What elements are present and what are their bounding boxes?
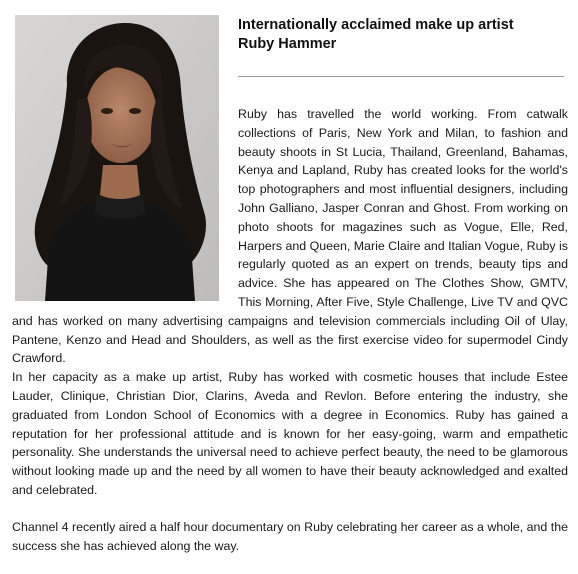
paragraph-1: Ruby has travelled the world working. From catwalk collections of Paris, New York and Milan, to fashion and beauty shoots in St Lucia, Thailand, Greenland, Bahamas, Kenya and Lapland, Ruby has created looks for the world's top photographers and most influential designers, including John Galliano, Jasper Conran and Ghost. From working on photo shoots for magazines such as Vogue, Elle, Red, Harpers and Queen, Marie Claire and Italian Vogue, Ruby is regularly quoted as an expert on trends, beauty tips and advice. She has appeared on The Clothes Show, GMTV, This Morning, After Five, Style Challenge, Live TV and QVC and has worked on many advertising campaigns and television commercials including Oil of Ulay, Pantene, Kenzo and Head and Shoulders, as well as the first exercise video for supermodel Cindy Crawford. [12,107,568,366]
paragraph-3: Channel 4 recently aired a half hour documentary on Ruby celebrating her career as a whole, and the success she has achieved along the way. [12,519,568,553]
photo-wrap-spacer [12,0,238,296]
text-column [12,0,568,555]
title-line-1: Internationally acclaimed make up artist [238,17,514,33]
paragraph-2: In her capacity as a make up artist, Ruby has worked with cosmetic houses that include Estee Lauder, Clinique, Christian Dior, Clarins, Aveda and Revlon. Before entering the industry, she graduated from London School of Economics with a degree in Economics. Ruby has gained a reputation for her professional attitude and is known for her easy-going, warm and empathetic personality. She understands the universal need to achieve perfect beauty, the need to be glamorous without looking made up and the need by all women to have their beauty acknowledged and exalted and celebrated. [12,370,568,497]
title-line-2: Ruby Hammer [238,36,337,52]
